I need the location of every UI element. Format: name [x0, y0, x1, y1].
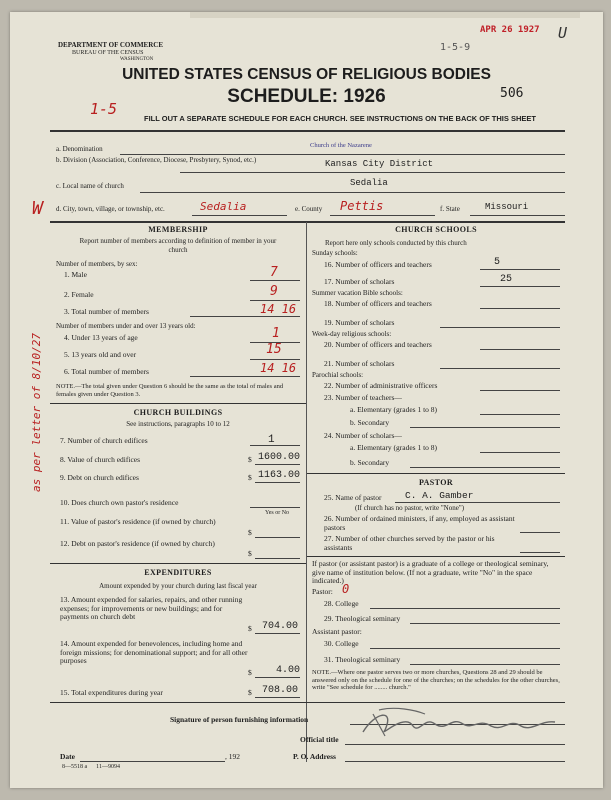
denomination-value: Church of the Nazarene — [310, 142, 372, 149]
stamp-code: 1-5-9 — [440, 42, 471, 53]
membership-rule — [50, 403, 306, 404]
q14-value: 4.00 — [276, 665, 301, 676]
q28-label: 28. College — [324, 599, 359, 608]
q25-line — [395, 502, 560, 503]
division-label: b. Division (Association, Conference, Diocese, Presbytery, Synod, etc.) — [56, 156, 257, 164]
q1-value: 7 — [270, 265, 278, 280]
q24b-label: b. Secondary — [350, 458, 390, 467]
q18-line — [480, 308, 560, 309]
q13-value: 704.00 — [262, 621, 299, 632]
q31-line — [410, 664, 560, 665]
q12-line — [255, 558, 300, 559]
q30-line — [370, 648, 560, 649]
q17-label: 17. Number of scholars — [324, 277, 395, 286]
dept-name: DEPARTMENT OF COMMERCE — [58, 41, 164, 49]
q22-line — [480, 390, 560, 391]
buildings-title: CHURCH BUILDINGS — [133, 408, 223, 417]
pastor-grad-mark: 0 — [342, 582, 350, 596]
pastor-rule — [307, 556, 565, 557]
q9-dollar: $ — [248, 473, 252, 482]
header-rule — [50, 130, 565, 132]
expenditures-title: EXPENDITURES — [144, 568, 212, 577]
expenditures-sub: Amount expended by your church during last fiscal year — [99, 582, 257, 590]
q6-line — [190, 376, 300, 377]
q8-dollar: $ — [248, 455, 252, 464]
official-title-label: Official title — [300, 735, 339, 744]
q13-label: 13. Amount expended for salaries, repairs, and other running expenses; for improvements or new buildings; and for payments on church debt — [60, 595, 243, 621]
q8-label: 8. Value of church edifices — [60, 455, 141, 464]
q13-line — [255, 633, 300, 634]
q21-line — [440, 368, 560, 369]
county-label: e. County — [295, 205, 323, 213]
q9-value: 1163.00 — [258, 470, 301, 481]
q25-label: 25. Name of pastor — [324, 493, 382, 502]
q29-line — [410, 623, 560, 624]
q10-label: 10. Does church own pastor's residence — [60, 498, 179, 507]
po-address-line — [345, 761, 565, 762]
q9-label: 9. Debt on church edifices — [60, 473, 139, 482]
q21-label: 21. Number of scholars — [324, 359, 395, 368]
q14-dollar: $ — [248, 668, 252, 677]
q15-value: 708.00 — [262, 685, 299, 696]
q6-value: 14 16 — [260, 361, 297, 375]
schedule-number: 506 — [500, 86, 524, 101]
q2-line — [250, 300, 300, 301]
q7-line — [250, 445, 300, 446]
q27-label: 27. Number of other churches served by the pastor or his assistants — [324, 534, 495, 552]
po-address-label: P. O. Address — [293, 752, 336, 761]
q5-label: 5. 13 years old and over — [64, 350, 137, 359]
state-value: Missouri — [485, 202, 529, 212]
q11-dollar: $ — [248, 528, 252, 537]
q23b-line — [410, 427, 560, 428]
date-year: , 192 — [225, 752, 240, 761]
q24a-label: a. Elementary (grades 1 to 8) — [350, 443, 438, 452]
q23a-line — [480, 414, 560, 415]
sunday-label: Sunday schools: — [312, 249, 358, 257]
schools-title: CHURCH SCHOOLS — [395, 225, 477, 234]
q6-label: 6. Total number of members — [64, 367, 149, 376]
received-stamp: APR 26 1927 — [480, 25, 540, 35]
q7-value: 1 — [268, 434, 275, 446]
local-name-value: Sedalia — [350, 178, 388, 188]
w-mark: W — [32, 198, 43, 219]
q31-label: 31. Theological seminary — [324, 655, 401, 664]
weekday-label: Week-day religious schools: — [312, 330, 392, 338]
q5-line — [250, 359, 300, 360]
q2-label: 2. Female — [64, 290, 94, 299]
q5-value: 15 — [266, 342, 282, 357]
graduate-note: If pastor (or assistant pastor) is a graduate of a college or theological seminary, give name of institution below. (If not a graduate, write "No" in the space indicated.) — [312, 559, 549, 585]
q17-value: 25 — [500, 274, 513, 285]
q10-line — [250, 507, 300, 508]
q3-value: 14 16 — [260, 302, 297, 316]
q23-label: 23. Number of teachers— — [324, 393, 402, 402]
q18-label: 18. Number of officers and teachers — [324, 299, 432, 308]
city-value: Sedalia — [200, 200, 247, 213]
margin-mark: 1-5 — [90, 100, 118, 118]
q3-line — [190, 316, 300, 317]
q25-note: (If church has no pastor, write "None") — [355, 504, 465, 512]
q27-line — [520, 552, 560, 553]
date-label: Date — [60, 752, 75, 761]
q4-label: 4. Under 13 years of age — [64, 333, 138, 342]
state-line — [470, 215, 565, 216]
q19-line — [440, 327, 560, 328]
schedule-title: SCHEDULE: 1926 — [227, 86, 386, 107]
q20-line — [480, 349, 560, 350]
schools-intro: Report here only schools conducted by this church — [325, 239, 467, 247]
buildings-sub: See instructions, paragraphs 10 to 12 — [126, 420, 230, 428]
denomination-line — [120, 154, 565, 155]
pastor-sublabel: Pastor: — [312, 587, 333, 596]
pastor-title: PASTOR — [418, 478, 454, 487]
q24b-line — [410, 467, 560, 468]
division-line — [180, 172, 565, 173]
q12-dollar: $ — [248, 549, 252, 558]
q24a-line — [480, 452, 560, 453]
division-value: Kansas City District — [325, 159, 434, 169]
handwritten-signature — [355, 702, 565, 742]
census-schedule-sheet — [10, 12, 603, 788]
pastor-note: NOTE.—Where one pastor serves two or more churches, Questions 28 and 29 should be answered only on the schedule for one of the churches; on the schedules for the other churches, write "See schedule for ........ church." — [312, 669, 560, 691]
city-label: d. City, town, village, or township, etc. — [56, 205, 165, 213]
parochial-label: Parochial schools: — [312, 371, 364, 379]
state-label: f. State — [440, 205, 460, 213]
center-divider — [306, 222, 307, 762]
form-codes: 8—5518 a 11—9094 — [62, 764, 120, 770]
q28-line — [370, 608, 560, 609]
local-name-label: c. Local name of church — [56, 182, 124, 190]
q8-value: 1600.00 — [258, 452, 301, 463]
by-sex-label: Number of members, by sex: — [56, 260, 138, 268]
q24-label: 24. Number of scholars— — [324, 431, 402, 440]
q29-label: 29. Theological seminary — [324, 614, 401, 623]
q7-label: 7. Number of church edifices — [60, 436, 148, 445]
buildings-rule — [50, 563, 306, 564]
bureau-name: BUREAU OF THE CENSUS — [72, 50, 144, 56]
bureau-city: WASHINGTON — [120, 57, 154, 62]
q9-line — [255, 482, 300, 483]
q14-label: 14. Amount expended for benevolences, including home and foreign missions; for denominational support; and for all other purposes — [60, 639, 248, 665]
date-line — [80, 761, 225, 762]
corner-mark: U — [558, 24, 568, 42]
q15-dollar: $ — [248, 688, 252, 697]
denomination-label: a. Denomination — [56, 145, 103, 153]
q8-line — [255, 464, 300, 465]
q15-line — [255, 697, 300, 698]
side-note: as per letter of 8/10/27 — [30, 333, 43, 492]
by-age-label: Number of members under and over 13 years old: — [56, 322, 196, 330]
q4-value: 1 — [272, 326, 280, 341]
instruction-line: FILL OUT A SEPARATE SCHEDULE FOR EACH CHURCH. SEE INSTRUCTIONS ON THE BACK OF THIS SHEET — [144, 114, 536, 123]
membership-note: NOTE.—The total given under Question 6 should be the same as the total of males and females given under Question 3. — [56, 383, 284, 398]
q26-label: 26. Number of ordained ministers, if any, employed as assistant pastors — [324, 514, 515, 532]
q30-label: 30. College — [324, 639, 359, 648]
membership-intro: Report number of members according to definition of member in your church — [79, 237, 277, 254]
assistant-sublabel: Assistant pastor: — [312, 627, 362, 636]
local-name-line — [140, 192, 565, 193]
yes-no-hint: Yes or No — [265, 510, 290, 516]
q22-label: 22. Number of administrative officers — [324, 381, 438, 390]
q15-label: 15. Total expenditures during year — [60, 688, 163, 697]
q17-line — [480, 286, 560, 287]
q11-line — [255, 537, 300, 538]
q14-line — [255, 677, 300, 678]
q1-line — [250, 280, 300, 281]
q2-value: 9 — [270, 284, 278, 299]
torn-top-edge — [190, 12, 580, 18]
county-value: Pettis — [340, 199, 384, 213]
q23b-label: b. Secondary — [350, 418, 390, 427]
pastor-name: C. A. Gamber — [405, 490, 474, 501]
q19-label: 19. Number of scholars — [324, 318, 395, 327]
q3-label: 3. Total number of members — [64, 307, 149, 316]
q16-label: 16. Number of officers and teachers — [324, 260, 432, 269]
q11-label: 11. Value of pastor's residence (if owned by church) — [60, 517, 216, 526]
q26-line — [520, 532, 560, 533]
membership-title: MEMBERSHIP — [148, 225, 208, 234]
q16-line — [480, 269, 560, 270]
q12-label: 12. Debt on pastor's residence (if owned by church) — [60, 539, 215, 548]
official-title-line — [345, 744, 565, 745]
form-title: UNITED STATES CENSUS OF RELIGIOUS BODIES — [122, 66, 491, 83]
city-line — [192, 215, 287, 216]
section-rule — [50, 221, 565, 223]
q13-dollar: $ — [248, 624, 252, 633]
q23a-label: a. Elementary (grades 1 to 8) — [350, 405, 438, 414]
schools-rule — [307, 473, 565, 474]
q16-value: 5 — [494, 257, 501, 268]
county-line — [330, 215, 435, 216]
q20-label: 20. Number of officers and teachers — [324, 340, 432, 349]
summer-label: Summer vacation Bible schools: — [312, 289, 403, 297]
q1-label: 1. Male — [64, 270, 87, 279]
signature-label: Signature of person furnishing information — [170, 715, 309, 724]
